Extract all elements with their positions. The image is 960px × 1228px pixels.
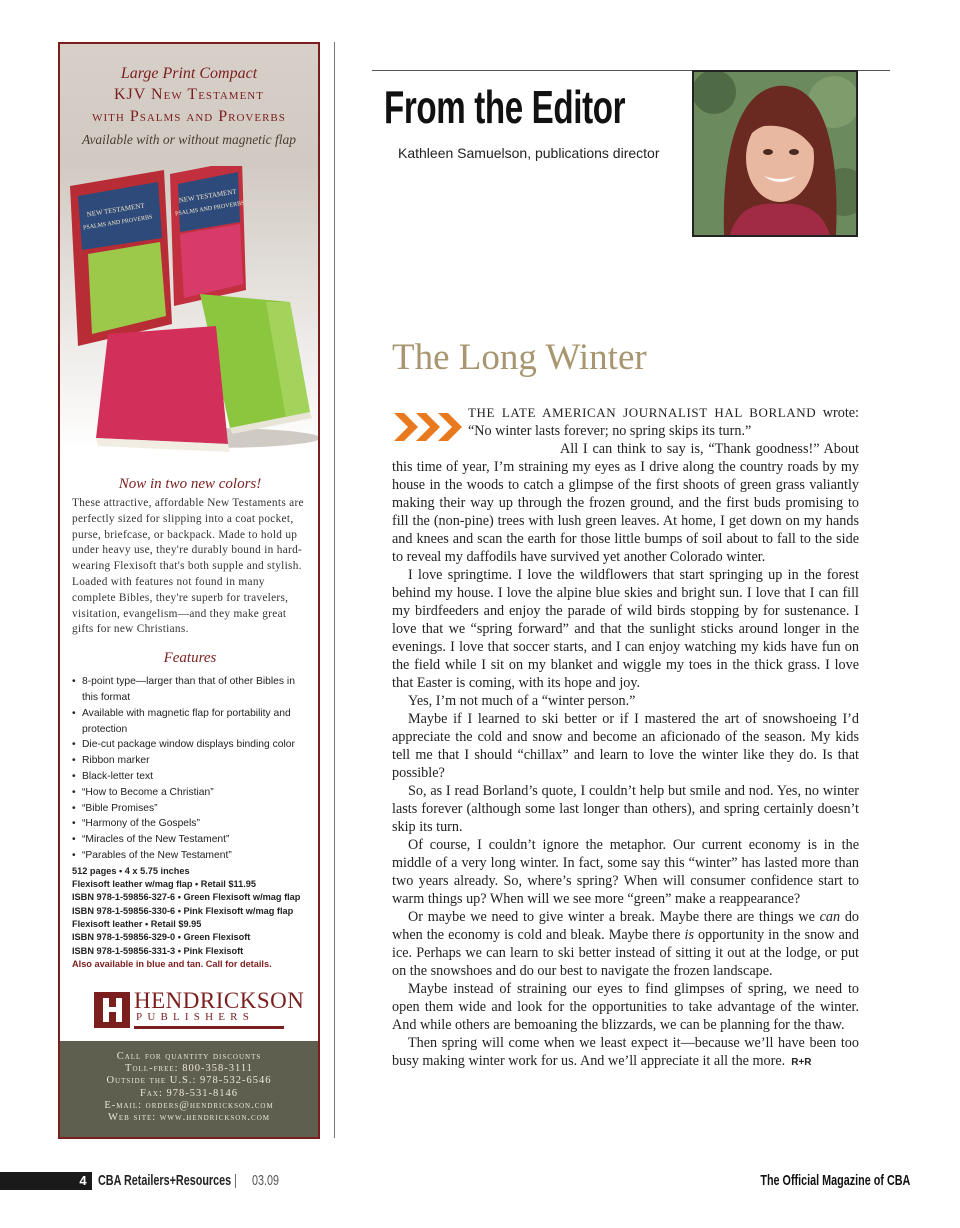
product-photo bbox=[60, 166, 320, 456]
lead-caps: THE LATE AMERICAN JOURNALIST HAL BORLAND bbox=[468, 405, 817, 420]
ad-body bbox=[72, 474, 308, 971]
magazine-tagline: The Official Magazine of CBA bbox=[759, 1172, 910, 1189]
box-label-right: NEW TESTAMENT bbox=[178, 187, 238, 205]
spec-line: ISBN 978-1-59856-331-3 • Pink Flexisoft bbox=[72, 945, 244, 956]
product-specs bbox=[72, 865, 308, 971]
spec-line: ISBN 978-1-59856-329-0 • Green Flexisoft bbox=[72, 932, 251, 943]
article-body bbox=[392, 404, 859, 1072]
logo-h-mark-icon bbox=[94, 992, 130, 1028]
paragraph bbox=[392, 908, 859, 980]
green-box-package bbox=[70, 170, 172, 346]
contact-email: E-mail: orders@hendrickson.com bbox=[104, 1099, 274, 1111]
pink-box-package bbox=[170, 166, 246, 306]
emphasis: can bbox=[819, 909, 841, 925]
article-title: The Long Winter bbox=[392, 337, 647, 378]
issue-date: 03.09 bbox=[252, 1172, 280, 1189]
publisher-name: HENDRICKSON bbox=[134, 988, 305, 1013]
publisher-sub: PUBLISHERS bbox=[136, 1011, 255, 1023]
box-sublabel-right: PSALMS AND PROVERBS bbox=[174, 200, 245, 218]
lead-rest: wrote: “No winter lasts forever; no spring skips its turn.” bbox=[468, 405, 859, 439]
feature-item: • “How to Become a Christian” bbox=[72, 785, 308, 801]
feature-item: • 8-point type—larger than that of other Bibles in this format bbox=[72, 674, 308, 706]
byline: Kathleen Samuelson, publications director bbox=[398, 145, 660, 161]
paragraph: All I can think to say is, “Thank goodness!” About this time of year, I’m straining my eyes as I drive along the country roads by my house in the woods to catch a glimpse of the first shoots of green grass valiantly making their way up through the frozen ground, and the first buds promising to fill the (non-pine) trees with lush green leaves. At home, I get down on my hands and knees and scan the earth for those little bumps of soil about to fall to the side to reveal my daffodils have survived yet another Colorado winter. bbox=[392, 441, 859, 565]
emphasis: is bbox=[684, 927, 694, 943]
magazine-name: CBA Retailers+Resources bbox=[98, 1172, 232, 1189]
feature-item: • Ribbon marker bbox=[72, 753, 308, 769]
paragraph-final bbox=[392, 1034, 859, 1072]
paragraph: Maybe if I learned to ski better or if I mastered the art of snowshoeing I’d appreciate the cold and snow and become an aficionado of the season. My kids tell me that I should “chillax” and learn to love the winter like they do. Is that possible? bbox=[392, 711, 859, 781]
sign-off: R+R bbox=[791, 1057, 812, 1068]
section-title: From the Editor bbox=[384, 81, 626, 133]
paragraph-part: Or maybe we need to give winter a break. Maybe there are things we bbox=[408, 909, 820, 925]
ad-description: These attractive, affordable New Testaments are perfectly sized for slipping into a coat pocket, purse, briefcase, or backpack. Made to hold up under heavy use, they're durably bound in hard-wearing Flexisoft that's both supple and stylish. Loaded with features not found in many complete Bibles, they're superb for travelers, visitation, evangelism—and they make great gifts for new Christians. bbox=[72, 497, 304, 636]
colors-heading: Now in two new colors! bbox=[118, 476, 262, 492]
ad-subtitle: Available with or without magnetic flap bbox=[81, 132, 297, 147]
feature-item: • “Miracles of the New Testament” bbox=[72, 832, 308, 848]
ad-title-line2: with Psalms and Proverbs bbox=[92, 108, 286, 125]
spec-line: 512 pages • 4 x 5.75 inches bbox=[72, 865, 190, 876]
feature-item: • “Harmony of the Gospels” bbox=[72, 816, 308, 832]
paragraph: Yes, I’m not much of a “winter person.” bbox=[408, 693, 636, 709]
feature-item: • “Bible Promises” bbox=[72, 801, 308, 817]
box-label-left: NEW TESTAMENT bbox=[86, 201, 146, 219]
contact-outside-us: Outside the U.S.: 978-532-6546 bbox=[106, 1075, 272, 1087]
feature-item: • “Parables of the New Testament” bbox=[72, 848, 308, 864]
editor-photo bbox=[692, 70, 858, 237]
ad-kicker: Large Print Compact bbox=[120, 65, 258, 82]
feature-item: • Black-letter text bbox=[72, 769, 308, 785]
footer-separator: | bbox=[234, 1172, 237, 1189]
paragraph: Maybe instead of straining our eyes to find glimpses of spring, we need to open them wide and look for the opportunities to take advantage of the winter. And while others are bemoaning the blizzards, we can be planning for the thaw. bbox=[392, 981, 859, 1033]
contact-discounts: Call for quantity discounts bbox=[116, 1051, 262, 1062]
box-sublabel-left: PSALMS AND PROVERBS bbox=[82, 214, 153, 232]
paragraph: Of course, I couldn’t ignore the metaphor. Our current economy is in the middle of a very long winter. In fact, some say this “winter” has lasted more than two years already. So, where’s spring? When will consumer confidence start to warm things up? When will we see more “green” make a reappearance? bbox=[392, 837, 859, 907]
hendrickson-logo bbox=[94, 988, 305, 1032]
paragraph-part: Then spring will come when we least expect it—because we’ll have been too busy making winter work for us. And we’ll appreciate it all the more. bbox=[392, 1035, 859, 1069]
chevrons-icon bbox=[392, 409, 468, 445]
ad-title-line1: KJV New Testament bbox=[114, 86, 264, 103]
spec-line: ISBN 978-1-59856-327-6 • Green Flexisoft w/mag flap bbox=[72, 892, 301, 903]
contact-web: Web site: www.hendrickson.com bbox=[108, 1112, 270, 1124]
feature-item: • Available with magnetic flap for portability and protection bbox=[72, 706, 308, 738]
paragraph-part: do when the economy is cold and bleak. Maybe there bbox=[392, 909, 860, 943]
paragraph: So, as I read Borland’s quote, I couldn’t help but smile and nod. Yes, no winter lasts forever (although some last longer than others), and spring certainly doesn’t skip its turn. bbox=[392, 783, 859, 835]
spec-line: Flexisoft leather w/mag flap • Retail $11.95 bbox=[72, 879, 256, 890]
paragraph-part: opportunity in the snow and ice. Perhaps we can learn to ski better instead of sitting it out at the lodge, or put on the snowshoes and do our best to navigate the frozen landscape. bbox=[392, 927, 859, 979]
paragraph: I love springtime. I love the wildflowers that start springing up in the forest behind my house. I love the alpine blue skies and bright sun. I love that I can fill my birdfeeders and enjoy the parade of wild birds stopping by for sustenance. I love that we “spring forward” and that the sunlight sticks around longer in the evenings. I love that soccer starts, and I can enjoy watching my kids have fun on the field while I sit on my blanket and wiggle my toes in the thick grass. I love that Easter is coming, with its hope and joy. bbox=[392, 567, 859, 691]
spec-line: ISBN 978-1-59856-330-6 • Pink Flexisoft w/mag flap bbox=[72, 905, 294, 916]
availability-note: Also available in blue and tan. Call for details. bbox=[72, 958, 272, 969]
contact-toll-free: Toll-free: 800-358-3111 bbox=[125, 1063, 253, 1075]
ad-header bbox=[60, 64, 318, 150]
feature-item: • Die-cut package window displays binding color bbox=[72, 737, 308, 753]
contact-fax: Fax: 978-531-8146 bbox=[140, 1087, 238, 1099]
column-divider bbox=[334, 42, 335, 1138]
bible-advertisement bbox=[58, 42, 320, 1139]
logo-rule bbox=[134, 1026, 284, 1029]
features-list bbox=[72, 674, 308, 864]
features-heading: Features bbox=[163, 650, 217, 667]
spec-line: Flexisoft leather • Retail $9.95 bbox=[72, 918, 202, 929]
pink-bible bbox=[96, 326, 230, 452]
footer-bar bbox=[0, 1172, 74, 1190]
ad-contact-box bbox=[60, 1041, 318, 1139]
page-number: 4 bbox=[74, 1172, 92, 1190]
